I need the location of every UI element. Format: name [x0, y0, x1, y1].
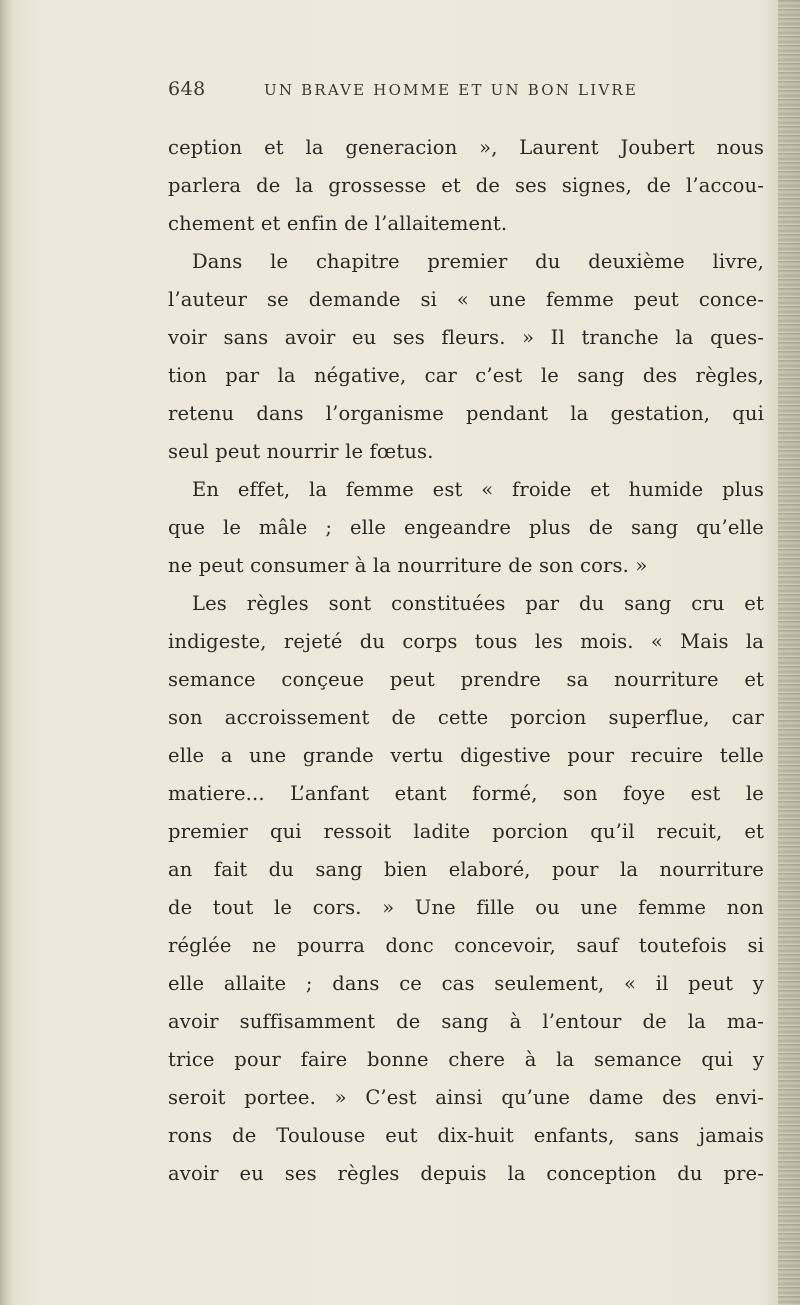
text-line: retenu dans l’organisme pendant la gestation, qui: [168, 402, 764, 425]
text-line: parlera de la grossesse et de ses signes, de l’accou-: [168, 174, 764, 197]
page-header: [168, 78, 748, 108]
text-line: tion par la négative, car c’est le sang des règles,: [168, 364, 764, 387]
text-line: chement et enfin de l’allaitement.: [168, 212, 508, 235]
text-line: que le mâle ; elle engeandre plus de sang qu’elle: [168, 516, 764, 539]
text-line: avoir eu ses règles depuis la conception du pre-: [168, 1162, 764, 1185]
text-line: l’auteur se demande si « une femme peut conce-: [168, 288, 764, 311]
text-line: son accroissement de cette porcion superflue, car: [168, 706, 764, 729]
text-line: seroit portee. » C’est ainsi qu’une dame des envi-: [168, 1086, 764, 1109]
page-gutter-shadow: [0, 0, 14, 1305]
text-line: réglée ne pourra donc concevoir, sauf toutefois si: [168, 934, 764, 957]
text-line: an fait du sang bien elaboré, pour la nourriture: [168, 858, 764, 881]
text-line: ception et la generacion », Laurent Joubert nous: [168, 136, 764, 159]
text-line: voir sans avoir eu ses fleurs. » Il tranche la ques-: [168, 326, 764, 349]
text-line: seul peut nourrir le fœtus.: [168, 440, 434, 463]
text-line: elle a une grande vertu digestive pour recuire telle: [168, 744, 764, 767]
text-line: semance conçeue peut prendre sa nourriture et: [168, 668, 764, 691]
text-line: avoir suffisamment de sang à l’entour de la ma-: [168, 1010, 764, 1033]
text-line: trice pour faire bonne chere à la semance qui y: [168, 1048, 764, 1071]
page-edge-stack: [778, 0, 800, 1305]
text-line: premier qui ressoit ladite porcion qu’il recuit, et: [168, 820, 764, 843]
text-line: Dans le chapitre premier du deuxième livre,: [192, 250, 764, 273]
running-title: UN BRAVE HOMME ET UN BON LIVRE: [264, 81, 639, 99]
text-line: elle allaite ; dans ce cas seulement, « il peut y: [168, 972, 764, 995]
text-line: indigeste, rejeté du corps tous les mois. « Mais la: [168, 630, 764, 653]
text-line: Les règles sont constituées par du sang cru et: [192, 592, 764, 615]
text-line: rons de Toulouse eut dix-huit enfants, sans jamais: [168, 1124, 764, 1147]
text-line: matiere... L’anfant etant formé, son foye est le: [168, 782, 764, 805]
text-line: ne peut consumer à la nourriture de son cors. »: [168, 554, 648, 577]
page-number: 648: [168, 78, 206, 100]
body-text: [168, 129, 764, 1193]
text-line: En effet, la femme est « froide et humide plus: [192, 478, 764, 501]
text-line: de tout le cors. » Une fille ou une femme non: [168, 896, 764, 919]
